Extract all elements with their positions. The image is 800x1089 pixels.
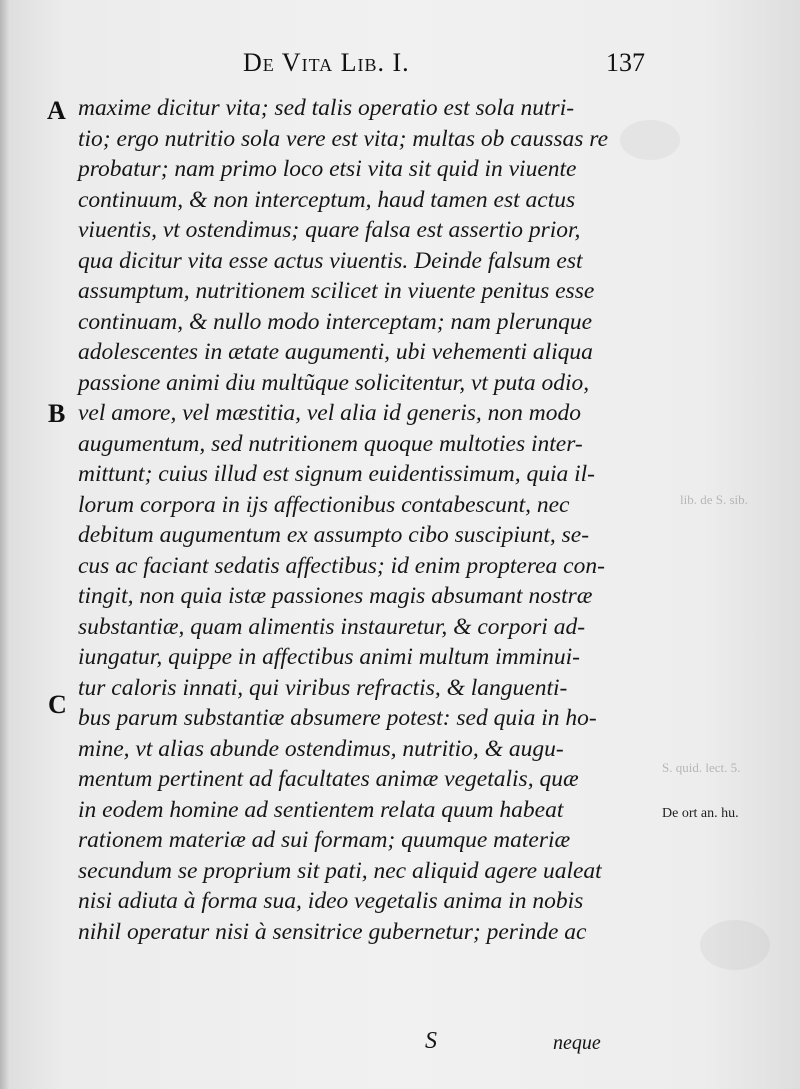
text-line: lorum corpora in ijs affectionibus contabescunt, nec <box>78 491 570 518</box>
text-line: nihil operatur nisi à sensitrice gubernetur; perinde ac <box>78 918 587 945</box>
section-letter-c: C <box>48 690 67 719</box>
text-line: passione animi diu multũque solicitentur, vt puta odio, <box>78 369 590 396</box>
page-gutter-shadow <box>0 0 10 1089</box>
text-line: in eodem homine ad sentientem relata quum habeat <box>78 796 564 823</box>
text-line: bus parum substantiæ absumere potest: sed quia in ho- <box>78 705 597 731</box>
text-line: probatur; nam primo loco etsi vita sit quid in viuente <box>78 156 577 182</box>
text-line: debitum augumentum ex assumpto cibo suscipiunt, se- <box>78 522 590 548</box>
section-letter-a: A <box>47 96 66 125</box>
text-line: qua dicitur vita esse actus viuentis. Deinde falsum est <box>78 247 583 274</box>
page-number: 137 <box>606 48 645 77</box>
text-line: mine, vt alias abunde ostendimus, nutritio, & augu- <box>78 735 564 762</box>
text-line: iungatur, quippe in affectibus animi multum imminui- <box>78 644 580 670</box>
margin-note: De ort an. hu. <box>662 806 739 821</box>
text-line: substantiæ, quam alimentis instauretur, & corpori ad- <box>78 613 586 640</box>
body-text <box>78 93 658 947</box>
paper-stain <box>700 920 770 970</box>
running-title: De Vita Lib. I. <box>243 48 410 77</box>
text-line: rationem materiæ ad sui formam; quumque materiæ <box>78 827 571 853</box>
text-line: vel amore, vel mæstitia, vel alia id generis, non modo <box>78 400 581 426</box>
catchword: neque <box>553 1032 601 1054</box>
text-line: mentum pertinent ad facultates animæ vegetalis, quæ <box>78 766 579 792</box>
bleed-through-text: lib. de S. sib. <box>680 492 748 507</box>
text-line: tio; ergo nutritio sola vere est vita; multas ob caussas re <box>78 125 609 152</box>
text-line: cus ac faciant sedatis affectibus; id enim propterea con- <box>78 552 605 579</box>
text-line: continuam, & nullo modo interceptam; nam plerunque <box>78 308 593 335</box>
text-line: viuentis, vt ostendimus; quare falsa est assertio prior, <box>78 217 581 243</box>
text-line: nisi adiuta à forma sua, ideo vegetalis anima in nobis <box>78 888 584 914</box>
bleed-through-text: S. quid. lect. 5. <box>662 760 741 775</box>
text-line: adolescentes in ætate augumenti, ubi vehementi aliqua <box>78 339 593 365</box>
text-line: augumentum, sed nutritionem quoque multoties inter- <box>78 430 583 457</box>
text-line: assumptum, nutritionem scilicet in viuente penitus esse <box>78 278 595 304</box>
text-line: mittunt; cuius illud est signum euidentissimum, quia il- <box>78 461 595 487</box>
text-line: tur caloris innati, qui viribus refractis, & languenti- <box>78 674 568 701</box>
page-header <box>0 48 800 84</box>
text-line: continuum, & non interceptum, haud tamen est actus <box>78 186 576 213</box>
text-line: maxime dicitur vita; sed talis operatio est sola nutri- <box>78 95 575 121</box>
section-letter-b: B <box>48 399 66 428</box>
signature-mark: S <box>425 1028 437 1054</box>
text-line: tingit, non quia istæ passiones magis absumant nostræ <box>78 583 593 609</box>
text-line: secundum se proprium sit pati, nec aliquid agere ualeat <box>78 857 602 884</box>
